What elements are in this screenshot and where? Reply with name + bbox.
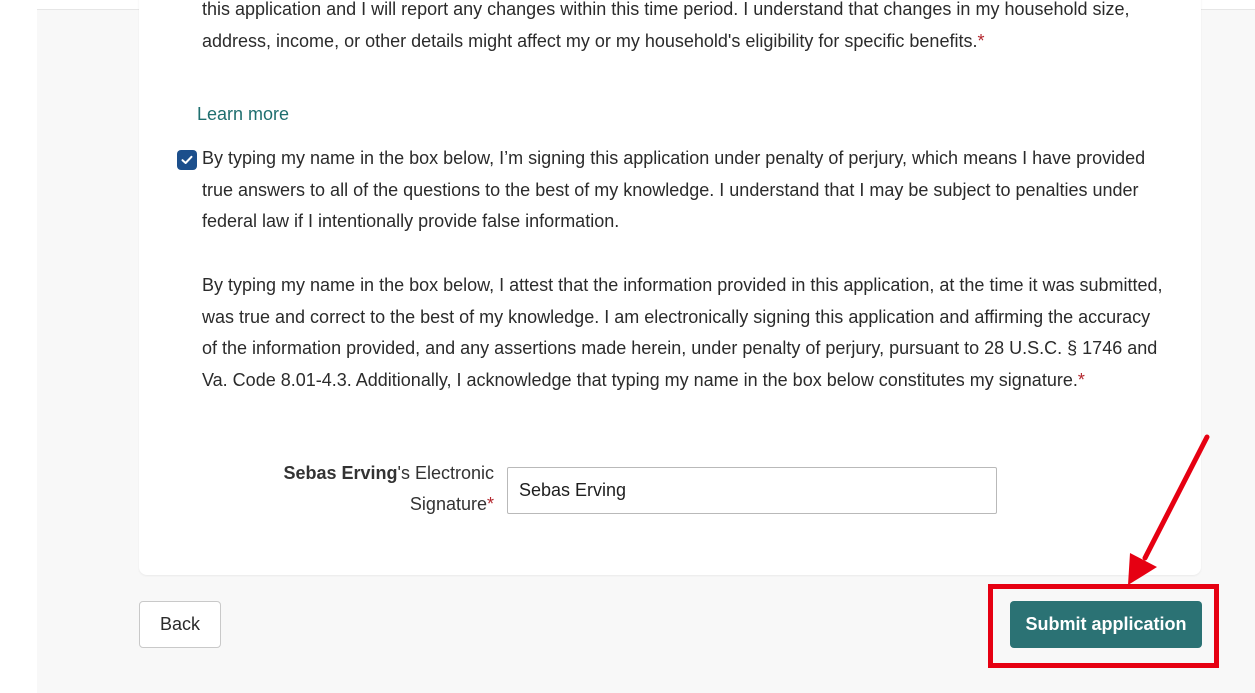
learn-more-link[interactable]: Learn more <box>197 104 290 124</box>
required-marker: * <box>977 30 985 51</box>
required-marker: * <box>1077 370 1085 391</box>
eligibility-statement <box>202 0 1164 57</box>
checkmark-icon <box>181 155 193 165</box>
signature-label <box>240 458 494 520</box>
signer-name: Sebas Erving <box>283 463 398 483</box>
attestation-statement <box>202 270 1164 397</box>
back-button[interactable]: Back <box>139 601 221 648</box>
perjury-checkbox[interactable] <box>177 150 197 170</box>
attestation-text: By typing my name in the box below, I attest that the information provided in this application, at the time it was submitted, was true and correct to the best of my knowledge. I am electronically signing this application and affirming the accuracy of the information provided, and any assertions made herein, under penalty of perjury, pursuant to 28 U.S.C. § 1746 and Va. Code 8.01-4.3. Additionally, I acknowledge that typing my name in the box below constitutes my signature. <box>202 275 1163 391</box>
signature-label-text: 's Electronic Signature <box>397 463 494 514</box>
electronic-signature-input[interactable] <box>507 467 997 514</box>
eligibility-text: this application and I will report any changes within this time period. I understand that changes in my household size, address, income, or other details might affect my or my household's eligibility for specific benefits. <box>202 0 1130 51</box>
submit-application-button[interactable]: Submit application <box>1010 601 1202 648</box>
required-marker: * <box>486 494 494 514</box>
perjury-statement: By typing my name in the box below, I’m signing this application under penalty of perjury, which means I have provided true answers to all of the questions to the best of my knowledge. I understand that I may be subject to penalties under federal law if I intentionally provide false information. <box>202 148 1146 232</box>
